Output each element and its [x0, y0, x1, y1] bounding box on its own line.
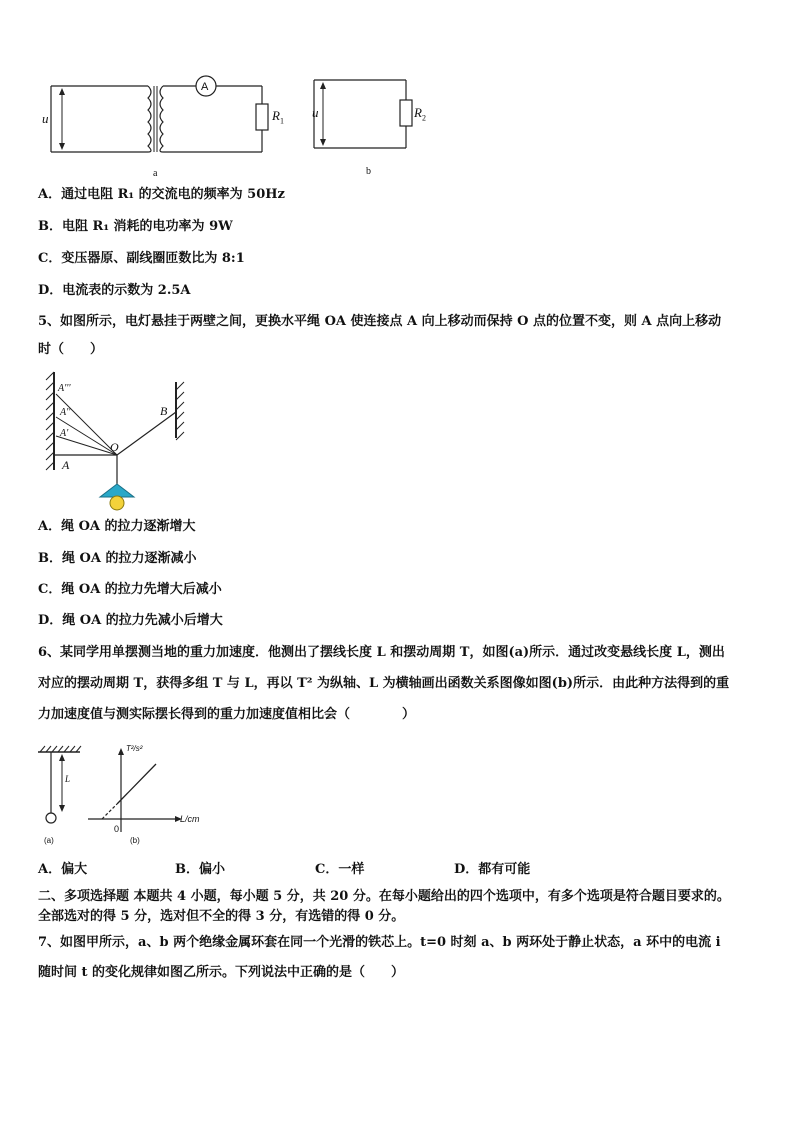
caption-b: b — [366, 166, 371, 177]
label-ammeter: A — [201, 81, 209, 93]
q4-option-b: B．电阻 R₁ 消耗的电功率为 9W — [38, 219, 233, 234]
label-l: L — [65, 774, 71, 784]
pendulum-bob-icon — [46, 813, 56, 823]
caption-a: a — [153, 168, 158, 179]
q6-option-a: A．偏大 — [38, 862, 88, 877]
label-a3: A''' — [58, 383, 71, 394]
q5-stem-line2: 时（ ） — [38, 342, 104, 357]
q6-line3: 力加速度值与测实际摆长得到的重力加速度值相比会（ ） — [38, 707, 416, 722]
caption-pendulum-a: (a) — [44, 836, 54, 845]
q5-option-b: B．绳 OA 的拉力逐渐减小 — [38, 551, 197, 566]
label-a: A — [62, 458, 70, 472]
q4-option-d: D．电流表的示数为 2.5A — [38, 283, 191, 298]
section2-line1: 二、多项选择题 本题共 4 小题，每小题 5 分，共 20 分。在每小题给出的四个选项中，有多个选项是符合题目要求的。 — [38, 889, 730, 904]
caption-pendulum-b: (b) — [130, 836, 140, 845]
label-a1: A' — [60, 428, 69, 439]
graph-origin-label: 0 — [114, 824, 120, 834]
graph-x-axis-label: L/cm — [180, 814, 200, 824]
label-r2: $R_2$ — [414, 105, 426, 123]
q6-line2: 对应的摆动周期 T，获得多组 T 与 L，再以 T² 为纵轴、L 为横轴画出函数关系图像如图(b)所示．由此种方法得到的重 — [38, 676, 730, 691]
label-b: B — [160, 404, 168, 418]
graph-y-axis-label: T²/s² — [126, 744, 143, 753]
q6-option-c: C．一样 — [315, 862, 365, 877]
q6-option-b: B．偏小 — [175, 862, 225, 877]
q7-line2: 随时间 t 的变化规律如图乙所示。下列说法中正确的是（ ） — [38, 965, 405, 980]
q7-line1: 7、如图甲所示，a、b 两个绝缘金属环套在同一个光滑的铁芯上。t=0 时刻 a、b 两环处于静止状态，a 环中的电流 i — [38, 935, 721, 950]
label-u-a: u — [42, 111, 49, 126]
q6-option-d: D．都有可能 — [454, 862, 531, 877]
q5-option-c: C．绳 OA 的拉力先增大后减小 — [38, 582, 222, 597]
label-a2: A'' — [60, 407, 71, 418]
q4-option-c: C．变压器原、副线圈匝数比为 8:1 — [38, 251, 245, 266]
q5-option-d: D．绳 OA 的拉力先减小后增大 — [38, 613, 223, 628]
section2-line2: 全部选对的得 5 分，选对但不全的得 3 分，有选错的得 0 分。 — [38, 909, 405, 924]
q5-option-a: A．绳 OA 的拉力逐渐增大 — [38, 519, 196, 534]
q4-option-a: A．通过电阻 R₁ 的交流电的频率为 50Hz — [38, 187, 285, 202]
q5-stem-line1: 5、如图所示，电灯悬挂于两壁之间，更换水平绳 OA 使连接点 A 向上移动而保持 O 点的位置不变，则 A 点向上移动 — [38, 314, 722, 329]
label-o: O — [110, 440, 119, 454]
label-u-b: u — [312, 105, 319, 120]
q6-line1: 6、某同学用单摆测当地的重力加速度．他测出了摆线长度 L 和摆动周期 T，如图(a)所示．通过改变悬线长度 L，测出 — [38, 645, 725, 660]
label-r1: $R_1$ — [272, 108, 284, 126]
